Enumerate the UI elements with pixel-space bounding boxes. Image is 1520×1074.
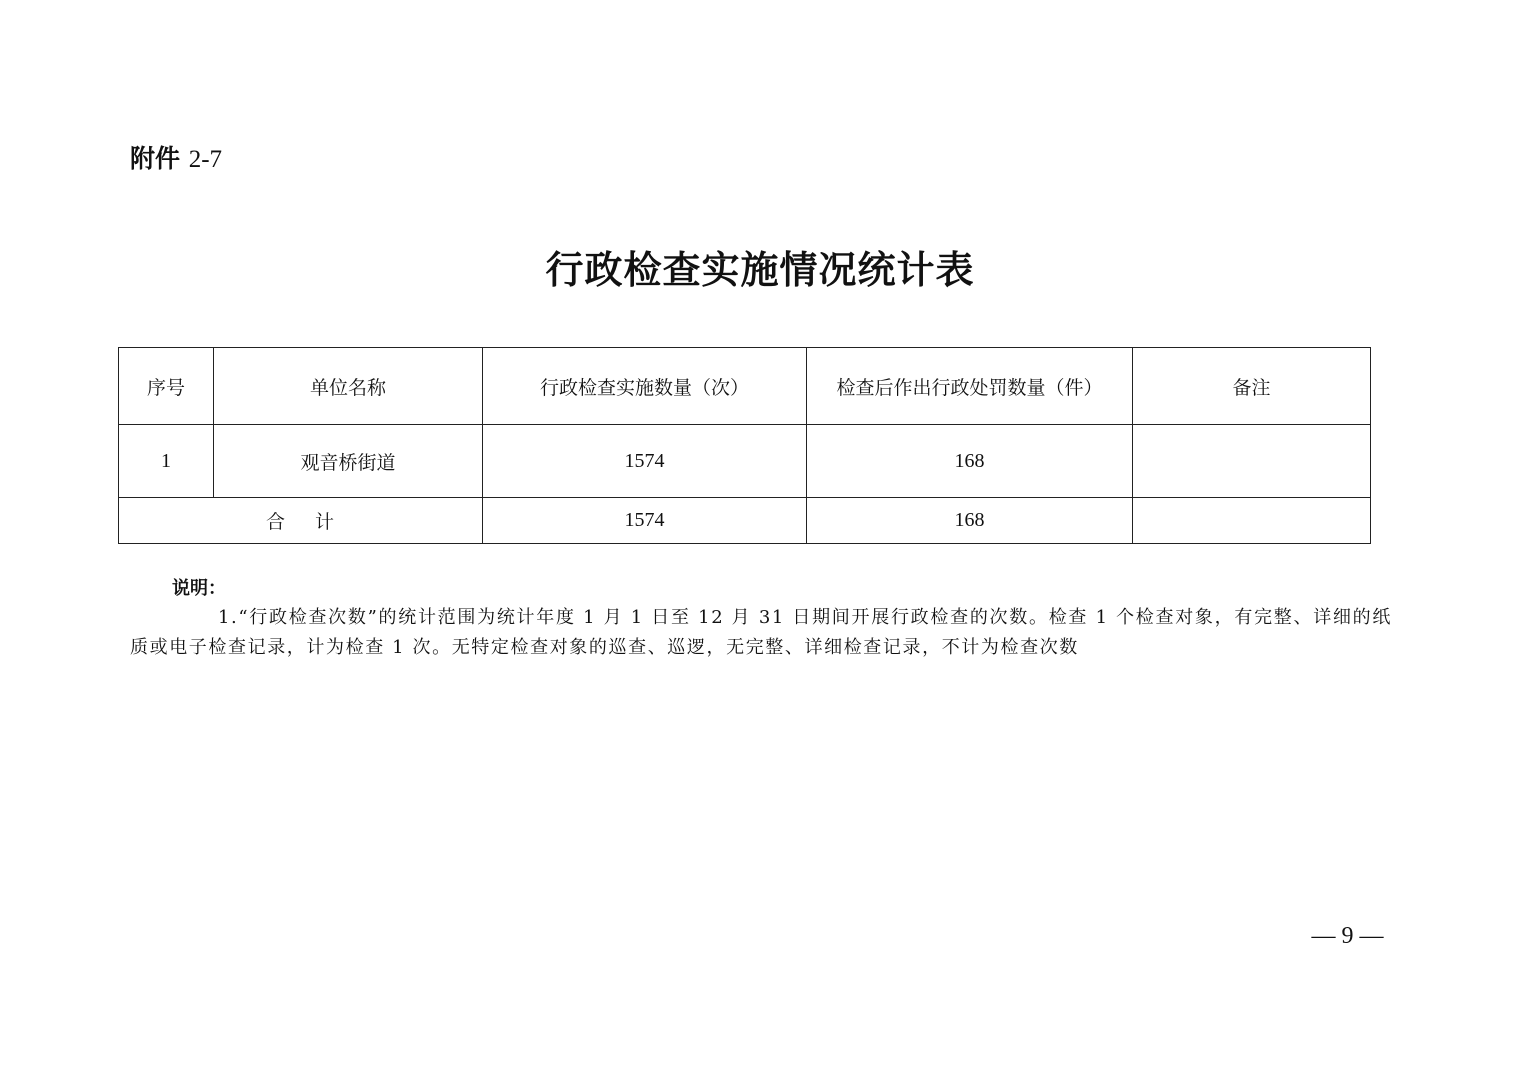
table-row <box>119 425 1371 498</box>
document-title: 行政检查实施情况统计表 <box>545 247 975 292</box>
header-remark: 备注 <box>1133 348 1371 425</box>
attachment-prefix: 附件 <box>130 144 181 173</box>
total-penalty-count: 168 <box>807 498 1133 544</box>
page-number: — 9 — <box>1311 923 1384 949</box>
table-header-row <box>119 348 1371 425</box>
notes-title: 说明： <box>172 578 226 599</box>
cell-index: 1 <box>119 425 214 498</box>
attachment-label <box>130 142 222 177</box>
statistics-table <box>118 347 1371 544</box>
cell-unit-name: 观音桥街道 <box>214 425 483 498</box>
total-remark <box>1133 498 1371 544</box>
cell-remark <box>1133 425 1371 498</box>
cell-penalty-count: 168 <box>807 425 1133 498</box>
notes-text: 1.“行政检查次数”的统计范围为统计年度 1 月 1 日至 12 月 31 日期间开展行政检查的次数。检查 1 个检查对象，有完整、详细的纸质或电子检查记录，计为检查 1 次。无特定检查对象的巡查、巡逻，无完整、详细检查记录，不计为检查次数 <box>130 607 1392 658</box>
total-inspection-count: 1574 <box>483 498 807 544</box>
header-unit-name: 单位名称 <box>214 348 483 425</box>
total-label: 合 计 <box>119 498 483 544</box>
cell-inspection-count: 1574 <box>483 425 807 498</box>
header-penalty-count: 检查后作出行政处罚数量（件） <box>807 348 1133 425</box>
attachment-number: 2-7 <box>188 146 223 173</box>
header-index: 序号 <box>119 348 214 425</box>
header-inspection-count: 行政检查实施数量（次） <box>483 348 807 425</box>
table-total-row <box>119 498 1371 544</box>
